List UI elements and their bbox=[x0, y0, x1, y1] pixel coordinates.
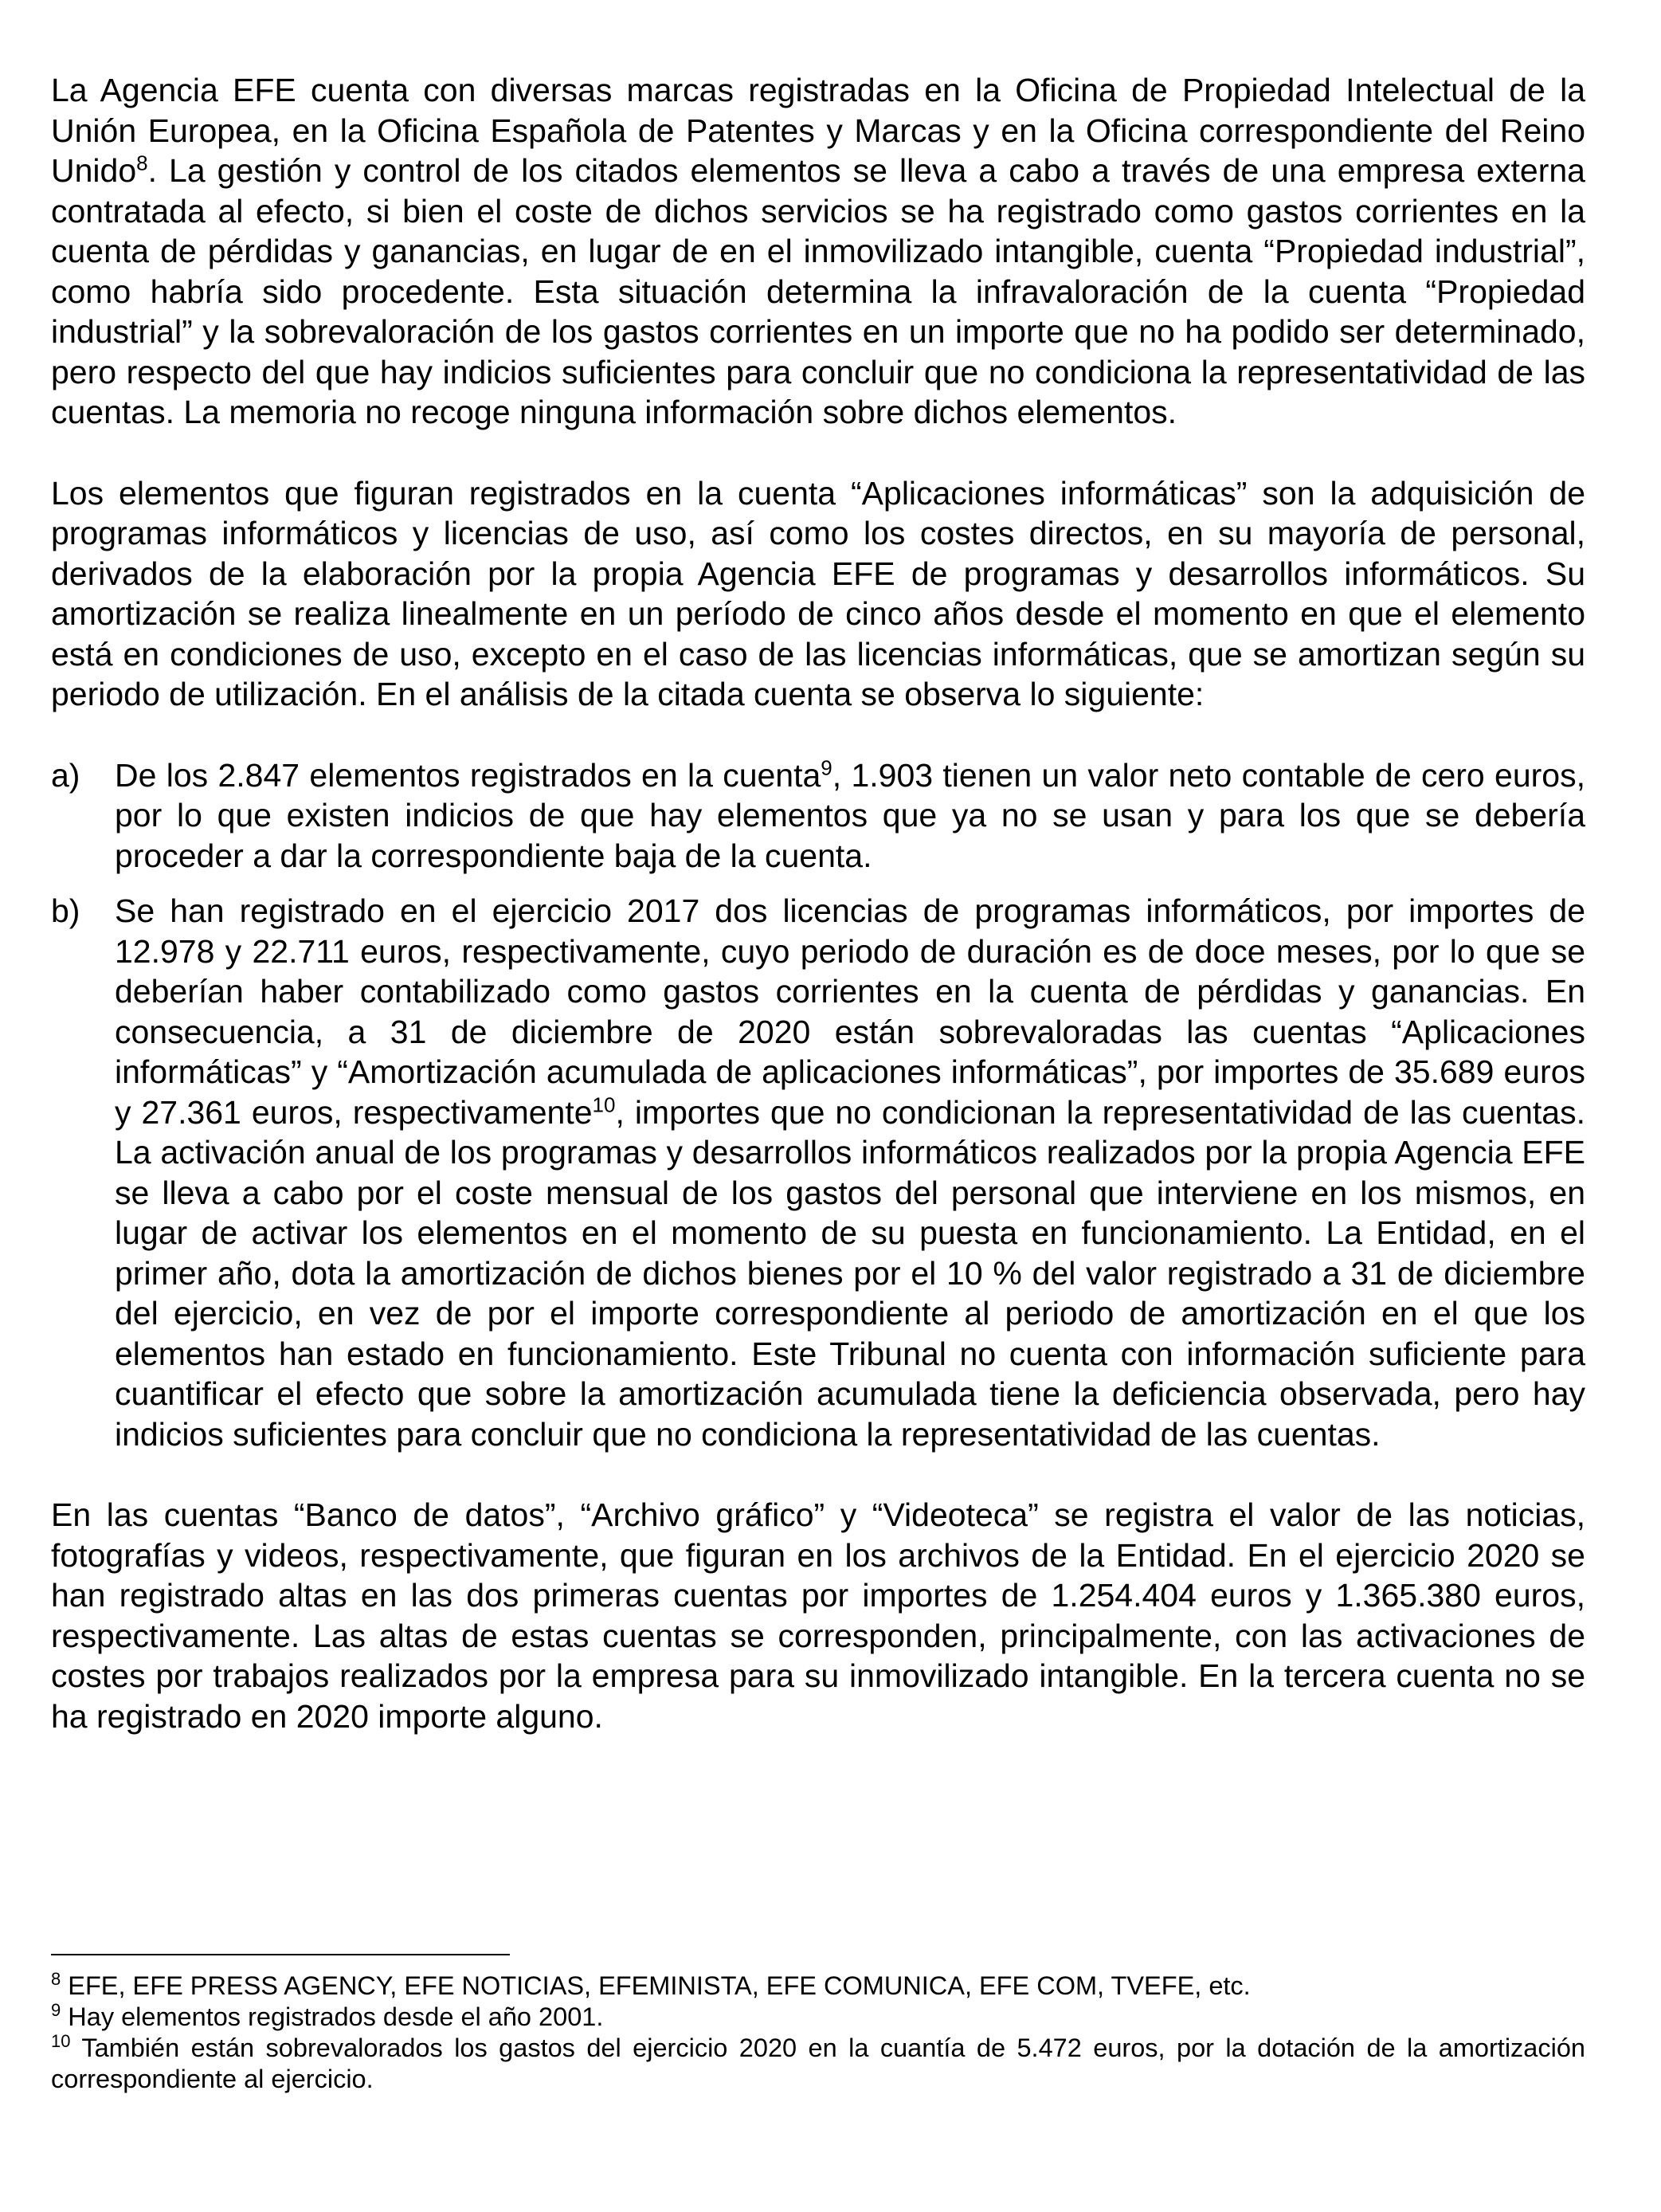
list-item-text: , importes que no condicionan la representatividad de las cuentas. La activación anual de los programas y desarrollos informáticos realizados por la propia Agencia EFE se lleva a cabo por el coste mensual de los gastos del personal que interviene en los mismos, en lugar de activar los elementos en el momento de su puesta en funcionamiento. La Entidad, en el primer año, dota la amortización de dichos bienes por el 10 % del valor registrado a 31 de diciembre del ejercicio, en vez de por el importe correspondiente al periodo de amortización en el que los elementos han estado en funcionamiento. Este Tribunal no cuenta con información suficiente para cuantificar el efecto que sobre la amortización acumulada tiene la deficiencia observada, pero hay indicios suficientes para concluir que no condiciona la representatividad de las cuentas. bbox=[115, 1093, 1585, 1453]
footnote-number: 9 bbox=[51, 2000, 61, 2021]
footnote-8 bbox=[51, 1971, 1585, 2002]
list-item-a bbox=[51, 755, 1585, 877]
footnote-divider bbox=[51, 1954, 510, 1955]
footnote-number: 10 bbox=[51, 2031, 71, 2052]
paragraph-text: La Agencia EFE cuenta con diversas marcas registradas en la Oficina de Propiedad Intelectual de la Unión Europea, en la Oficina Española de Patentes y Marcas y en la Oficina correspondiente del Reino Unido bbox=[51, 72, 1585, 189]
document-body bbox=[51, 70, 1585, 1777]
footnote-text: También están sobrevalorados los gastos del ejercicio 2020 en la cuantía de 5.472 euros, por la dotación de la amortización correspondiente al ejercicio. bbox=[51, 2034, 1585, 2093]
footnote-ref-10[interactable]: 10 bbox=[592, 1092, 616, 1116]
list-item-text: , 1.903 tienen un valor neto contable de cero euros, por lo que existen indicios de que hay elementos que ya no se usan y para los que se debería proceder a dar la correspondiente baja de la cuenta. bbox=[115, 756, 1585, 874]
footnote-text: Hay elementos registrados desde el año 2001. bbox=[61, 2002, 604, 2031]
list-item-text: De los 2.847 elementos registrados en la cuenta bbox=[115, 756, 821, 794]
footnote-ref-8[interactable]: 8 bbox=[136, 151, 148, 175]
list-item-b bbox=[51, 891, 1585, 1454]
paragraph-software-applications: Los elementos que figuran registrados en la cuenta “Aplicaciones informáticas” son la adquisición de programas informáticos y licencias de uso, así como los costes directos, en su mayoría de personal, derivados de la elaboración por la propia Agencia EFE de programas y desarrollos informáticos. Su amortización se realiza linealmente en un período de cinco años desde el momento en que el elemento está en condiciones de uso, excepto en el caso de las licencias informáticas, que se amortizan según su periodo de utilización. En el análisis de la citada cuenta se observa lo siguiente: bbox=[51, 474, 1585, 712]
footnote-ref-9[interactable]: 9 bbox=[821, 755, 832, 779]
footnote-text: EFE, EFE PRESS AGENCY, EFE NOTICIAS, EFEMINISTA, EFE COMUNICA, EFE COM, TVEFE, etc. bbox=[61, 1971, 1251, 2000]
paragraph-text: . La gestión y control de los citados elementos se lleva a cabo a través de una empresa externa contratada al efecto, si bien el coste de dichos servicios se ha registrado como gastos corrientes en la cuenta de pérdidas y ganancias, en lugar de en el inmovilizado intangible, cuenta “Propiedad industrial”, como habría sido procedente. Esta situación determina la infravaloración de la cuenta “Propiedad industrial” y la sobrevaloración de los gastos corrientes en un importe que no ha podido ser determinado, pero respecto del que hay indicios suficientes para concluir que no condiciona la representatividad de las cuentas. La memoria no recoge ninguna información sobre dichos elementos. bbox=[51, 152, 1585, 430]
paragraph-trademarks bbox=[51, 70, 1585, 433]
paragraph-data-bank: En las cuentas “Banco de datos”, “Archivo gráfico” y “Videoteca” se registra el valor de las noticias, fotografías y videos, respectivamente, que figuran en los archivos de la Entidad. En el ejercicio 2020 se han registrado altas en las dos primeras cuentas por importes de 1.254.404 euros y 1.365.380 euros, respectivamente. Las altas de estas cuentas se corresponden, principalmente, con las activaciones de costes por trabajos realizados por la empresa para su inmovilizado intangible. En la tercera cuenta no se ha registrado en 2020 importe alguno. bbox=[51, 1496, 1585, 1735]
footnote-9 bbox=[51, 2002, 1585, 2033]
footnote-10 bbox=[51, 2033, 1585, 2095]
list-item-text: Se han registrado en el ejercicio 2017 dos licencias de programas informáticos, por importes de 12.978 y 22.711 euros, respectivamente, cuyo periodo de duración es de doce meses, por lo que se deberían haber contabilizado como gastos corrientes en la cuenta de pérdidas y ganancias. En consecuencia, a 31 de diciembre de 2020 están sobrevaloradas las cuentas “Aplicaciones informáticas” y “Amortización acumulada de aplicaciones informáticas”, por importes de 35.689 euros y 27.361 euros, respectivamente bbox=[115, 892, 1585, 1131]
list-marker: a) bbox=[51, 756, 80, 794]
list-marker: b) bbox=[51, 892, 80, 929]
footnotes bbox=[51, 1971, 1585, 2095]
footnote-number: 8 bbox=[51, 1969, 61, 1990]
